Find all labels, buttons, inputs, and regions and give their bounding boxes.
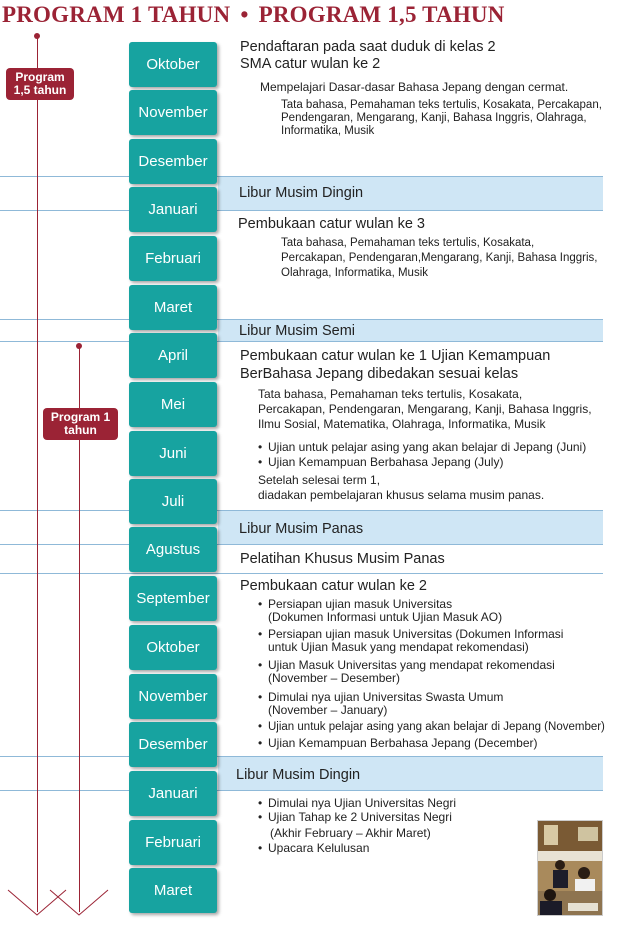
month-box: April [129,333,217,378]
badge-program-1: Program 1 tahun [43,408,118,440]
month-box: Juni [129,431,217,476]
page-title [2,0,505,30]
month-box: Desember [129,722,217,767]
band-summer-holiday [218,510,603,545]
row3-heading: BerBahasa Jepang dibedakan sesuai kelas [240,366,519,382]
row3-subjects: Percakapan, Pendengaran, Mengarang, Kanji, Bahasa Inggris, [258,402,592,416]
classroom-photo-image [538,821,602,915]
band-spring-holiday [218,319,603,342]
title-program-15: PROGRAM 1,5 TAHUN [258,2,505,27]
summer-holiday-label: Libur Musim Panas [239,521,364,537]
month-box: Maret [129,868,217,913]
row4-bullet-cont: (Dokumen Informasi untuk Ujian Masuk AO) [268,610,503,624]
row1-subheading: Mempelajari Dasar-dasar Bahasa Jepang dengan cermat. [260,80,569,94]
summer-training-label: Pelatihan Khusus Musim Panas [240,551,445,567]
month-box: Agustus [129,527,217,572]
month-box: November [129,674,217,719]
row5-bullet: • Upacara Kelulusan [258,842,369,856]
row5-bullet-cont: (Akhir February – Akhir Maret) [270,826,431,840]
row1-subjects: Pendengaran, Mengarang, Kanji, Bahasa Inggris, Olahraga, [281,112,587,124]
badge-program-15: Program 1,5 tahun [6,68,74,100]
month-box: Januari [129,771,217,816]
row4-bullet: • Ujian untuk pelajar asing yang akan belajar di Jepang (November) [258,721,605,735]
row1-heading: Pendaftaran pada saat duduk di kelas 2 [240,39,496,55]
row2-subjects: Tata bahasa, Pemahaman teks tertulis, Kosakata, [281,237,535,249]
row3-bullet: • Ujian untuk pelajar asing yang akan belajar di Jepang (Juni) [258,441,586,455]
row3-subjects: Tata bahasa, Pemahaman teks tertulis, Kosakata, [258,387,523,401]
month-box: Januari [129,187,217,232]
row5-bullet: • Ujian Tahap ke 2 Universitas Negri [258,811,452,825]
title-separator: • [240,2,249,27]
classroom-photo [537,820,603,916]
month-box: Februari [129,820,217,865]
row3-subjects: Ilmu Sosial, Matematika, Olahraga, Informatika, Musik [258,417,546,431]
month-box: Oktober [129,625,217,670]
row1-heading: SMA catur wulan ke 2 [240,56,381,72]
month-box: September [129,576,217,621]
row4-bullet-cont: untuk Ujian Masuk yang mendapat rekomendasi) [268,640,529,654]
month-box: Februari [129,236,217,281]
row4-bullet: • Ujian Masuk Universitas yang mendapat rekomendasi [258,659,555,673]
timeline-line-15 [37,36,38,912]
month-box: Juli [129,479,217,524]
row2-subjects: Percakapan, Pendengaran,Mengarang, Kanji, Bahasa Inggris, [281,252,598,264]
divider [0,573,603,574]
timeline-arrow-icons [0,860,120,920]
spring-holiday-label: Libur Musim Semi [239,323,356,339]
title-program-1: PROGRAM 1 TAHUN [2,2,231,27]
month-box: Desember [129,139,217,184]
month-box: Oktober [129,42,217,87]
band-winter-holiday-2 [218,756,603,791]
row3-bullet: • Ujian Kemampuan Berbahasa Jepang (July) [258,456,503,470]
row1-subjects: Tata bahasa, Pemahaman teks tertulis, Kosakata, Percakapan, [281,99,602,111]
winter-holiday-label: Libur Musim Dingin [236,767,361,783]
row4-bullet-cont: (November – Desember) [268,671,401,685]
winter-holiday-label: Libur Musim Dingin [239,185,364,201]
row4-bullet: • Persiapan ujian masuk Universitas [258,598,452,612]
row4-heading: Pembukaan catur wulan ke 2 [240,578,427,594]
row3-note: diadakan pembelajaran khusus selama musim panas. [258,488,545,502]
band-winter-holiday-1 [218,176,603,211]
row4-bullet: • Persiapan ujian masuk Universitas (Dokumen Informasi [258,628,563,642]
row2-heading: Pembukaan catur wulan ke 3 [238,216,425,232]
month-box: November [129,90,217,135]
row2-subjects: Olahraga, Informatika, Musik [281,267,429,279]
row4-bullet: • Dimulai nya ujian Universitas Swasta Umum [258,691,503,705]
month-box: Mei [129,382,217,427]
row5-bullet: • Dimulai nya Ujian Universitas Negri [258,797,456,811]
row4-bullet: • Ujian Kemampuan Berbahasa Jepang (December) [258,737,537,751]
row3-heading: Pembukaan catur wulan ke 1 Ujian Kemampuan [240,348,551,364]
month-box: Maret [129,285,217,330]
row4-bullet-cont: (November – January) [268,703,388,717]
row3-note: Setelah selesai term 1, [258,473,381,487]
row1-subjects: Informatika, Musik [281,125,375,137]
